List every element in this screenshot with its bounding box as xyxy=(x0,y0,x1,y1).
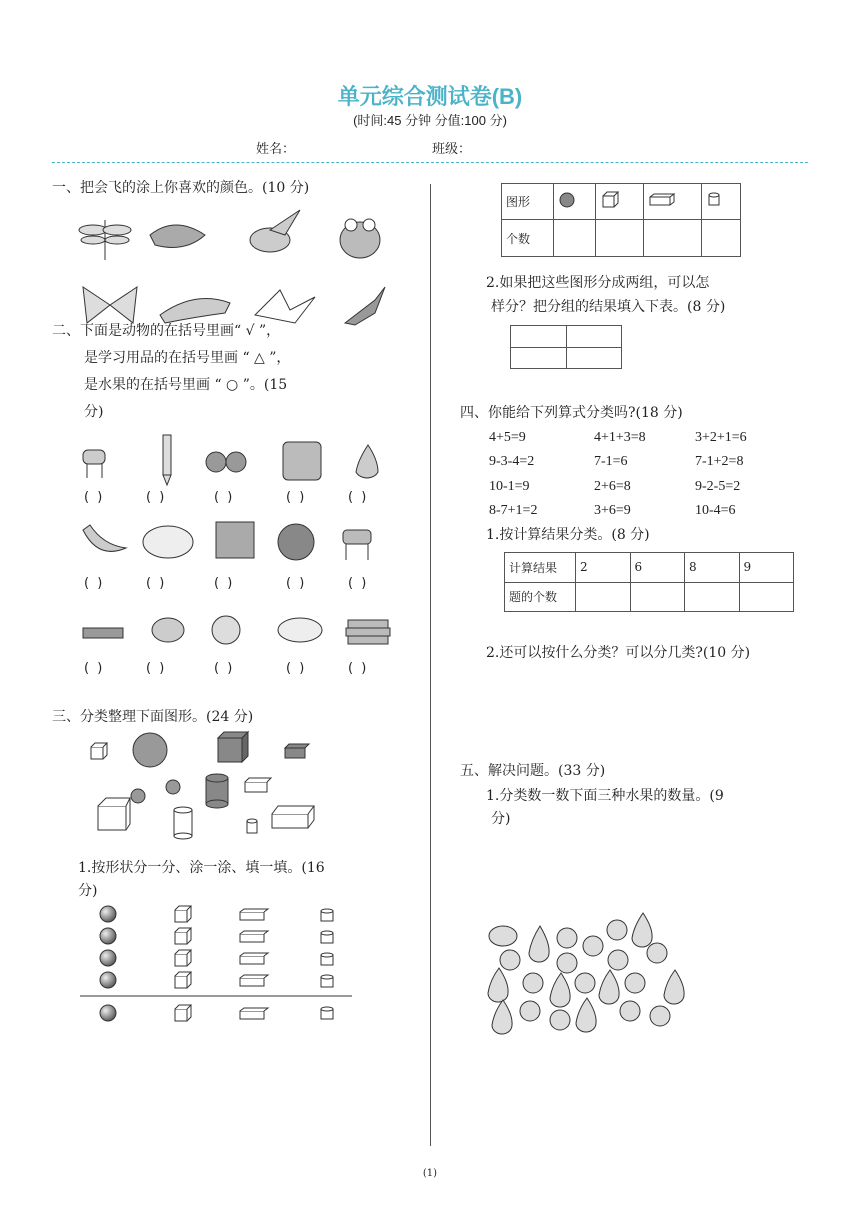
cube-icon xyxy=(91,743,107,759)
apple-icon xyxy=(500,950,520,970)
result-header: 计算结果 xyxy=(505,553,576,583)
apple-icon xyxy=(607,920,627,940)
sphere-icon xyxy=(100,906,116,922)
peach-icon xyxy=(583,936,603,956)
horse-icon xyxy=(343,530,371,560)
answer-cell[interactable] xyxy=(739,582,794,612)
shape-count-table xyxy=(501,183,741,257)
shrimp-icon xyxy=(150,225,205,247)
peach-icon xyxy=(625,973,645,993)
cylinder-icon xyxy=(206,774,228,808)
apple-icon xyxy=(620,1001,640,1021)
pear-icon xyxy=(488,968,508,1002)
sphere-icon xyxy=(133,733,167,767)
apple-icon xyxy=(575,973,595,993)
answer-cell[interactable] xyxy=(566,347,622,369)
cylinder-icon xyxy=(321,953,333,965)
equation: 4+1+3=8 xyxy=(594,430,646,445)
answer-paren[interactable]: ( ) xyxy=(286,661,307,676)
cuboid-icon xyxy=(240,931,268,942)
page-title: 单元综合测试卷(B) xyxy=(337,84,523,109)
sphere-icon xyxy=(166,780,180,794)
rooster-icon xyxy=(152,618,184,642)
pear-icon xyxy=(492,1000,512,1034)
deer-icon xyxy=(83,450,105,478)
apple-icon xyxy=(557,928,577,948)
peach-icon xyxy=(523,973,543,993)
cuboid-icon xyxy=(245,778,271,792)
section-2-line4: 分) xyxy=(84,404,104,420)
pear-icon xyxy=(529,926,549,962)
equation: 10-4=6 xyxy=(695,503,736,518)
bird-icon xyxy=(250,210,300,252)
answer-paren[interactable]: ( ) xyxy=(348,576,369,591)
cuboid-icon xyxy=(648,192,676,208)
pear-icon xyxy=(664,970,684,1004)
name-label: 姓名： xyxy=(256,142,296,157)
section-4-heading: 四、你能给下列算式分类吗?(18 分) xyxy=(460,405,683,421)
answer-cell[interactable] xyxy=(511,326,567,348)
answer-cell[interactable] xyxy=(630,582,685,612)
cube-icon xyxy=(175,906,191,922)
answer-paren[interactable]: ( ) xyxy=(84,490,105,505)
class-label: 班级： xyxy=(432,142,472,157)
section-3-heading: 三、分类整理下面图形。(24 分) xyxy=(52,709,254,725)
answer-paren[interactable]: ( ) xyxy=(286,490,307,505)
equation: 9-3-4=2 xyxy=(489,454,535,469)
classify-items-picture xyxy=(78,430,398,670)
sphere-icon xyxy=(100,950,116,966)
pear-icon xyxy=(632,913,652,947)
cuboid-icon xyxy=(240,909,268,920)
shape-count-chart xyxy=(80,904,355,1024)
result-table xyxy=(504,552,794,612)
answer-paren[interactable]: ( ) xyxy=(146,576,167,591)
answer-paren[interactable]: ( ) xyxy=(348,661,369,676)
cube-icon xyxy=(218,732,248,762)
section-3-q1: 1.按形状分一分、涂一涂、填一填。(16 xyxy=(78,860,325,876)
watermelon-icon xyxy=(278,524,314,560)
answer-paren[interactable]: ( ) xyxy=(286,576,307,591)
cuboid-icon xyxy=(272,806,314,828)
cube-icon xyxy=(600,191,622,209)
answer-cell[interactable] xyxy=(595,220,643,257)
equation: 7-1+2=8 xyxy=(695,454,744,469)
answer-cell[interactable] xyxy=(644,220,702,257)
answer-paren[interactable]: ( ) xyxy=(146,490,167,505)
s5-q1b: 分) xyxy=(491,811,511,827)
apples-icon xyxy=(206,452,246,472)
s4-q2: 2.还可以按什么分类？可以分几类?(10 分) xyxy=(486,645,751,661)
cuboid-icon xyxy=(240,1008,268,1019)
cube-icon xyxy=(175,972,191,988)
answer-paren[interactable]: ( ) xyxy=(214,661,235,676)
divider xyxy=(52,162,808,163)
equation: 3+2+1=6 xyxy=(695,430,747,445)
page-subtitle: (时间:45 分钟 分值:100 分) xyxy=(353,113,507,128)
schoolbag-icon xyxy=(283,442,321,480)
cuboid-icon xyxy=(285,744,309,758)
cylinder-icon xyxy=(321,931,333,943)
cuboid-icon xyxy=(240,975,268,986)
equation: 7-1=6 xyxy=(594,454,628,469)
banana-icon xyxy=(83,525,126,551)
sphere-icon xyxy=(131,789,145,803)
answer-paren[interactable]: ( ) xyxy=(348,490,369,505)
sphere-icon xyxy=(100,1005,116,1021)
result-value: 2 xyxy=(576,553,631,583)
answer-paren[interactable]: ( ) xyxy=(146,661,167,676)
frog-icon xyxy=(340,219,380,258)
result-value: 9 xyxy=(739,553,794,583)
swallow-icon xyxy=(345,287,385,325)
sheep-icon xyxy=(143,526,193,558)
sphere-icon xyxy=(100,928,116,944)
peach-icon xyxy=(550,1010,570,1030)
apple-icon xyxy=(650,1006,670,1026)
flying-animals-picture xyxy=(75,205,395,335)
cylinder-icon xyxy=(321,909,333,921)
count-row-label: 个数 xyxy=(502,220,554,257)
s3-q2-line2: 样分？把分组的结果填入下表。(8 分) xyxy=(491,299,726,315)
group-table xyxy=(510,325,622,369)
cuboid-icon xyxy=(240,953,268,964)
cylinder-icon xyxy=(174,807,192,839)
count-header: 题的个数 xyxy=(505,582,576,612)
dog-icon xyxy=(278,618,322,642)
section-1-heading: 一、把会飞的涂上你喜欢的颜色。(10 分) xyxy=(52,180,310,196)
sphere-icon xyxy=(100,972,116,988)
result-value: 6 xyxy=(630,553,685,583)
peach-icon xyxy=(212,616,240,644)
stapler-icon xyxy=(83,628,123,638)
answer-paren[interactable]: ( ) xyxy=(214,576,235,591)
equation: 2+6=8 xyxy=(594,479,631,494)
apple-icon xyxy=(520,1001,540,1021)
cylinder-icon xyxy=(706,191,722,209)
dragonfly-icon xyxy=(79,220,131,260)
pear-icon xyxy=(489,926,517,946)
section-5-heading: 五、解决问题。(33 分) xyxy=(460,763,606,779)
s5-q1: 1.分类数一数下面三种水果的数量。(9 xyxy=(486,788,724,804)
peach-icon xyxy=(557,953,577,973)
cube-icon xyxy=(175,928,191,944)
equation: 10-1=9 xyxy=(489,479,530,494)
cylinder-icon xyxy=(321,975,333,987)
pear-icon xyxy=(599,970,619,1004)
cube-icon xyxy=(98,798,130,830)
cube-icon xyxy=(175,950,191,966)
cylinder-icon xyxy=(321,1007,333,1019)
sphere-icon xyxy=(558,191,576,209)
fruits-picture xyxy=(485,908,695,1038)
result-value: 8 xyxy=(685,553,740,583)
cylinder-icon xyxy=(247,819,257,833)
equation: 4+5=9 xyxy=(489,430,526,445)
apple-icon xyxy=(608,950,628,970)
pencil-icon xyxy=(163,435,171,485)
s4-q1: 1.按计算结果分类。(8 分) xyxy=(486,527,650,543)
section-2-line2: 是学习用品的在括号里画 “ △ ”， xyxy=(84,350,291,366)
answer-cell[interactable] xyxy=(566,326,622,348)
column-divider xyxy=(430,184,431,1146)
cube-icon xyxy=(175,1005,191,1021)
equation: 8-7+1=2 xyxy=(489,503,538,518)
answer-cell[interactable] xyxy=(701,220,740,257)
equation: 9-2-5=2 xyxy=(695,479,741,494)
equation: 3+6=9 xyxy=(594,503,631,518)
section-3-q1b: 分) xyxy=(78,883,98,899)
books-icon xyxy=(346,620,390,644)
s3-q2-line1: 2.如果把这些图形分成两组，可以怎 xyxy=(486,275,710,291)
answer-paren[interactable]: ( ) xyxy=(214,490,235,505)
answer-cell[interactable] xyxy=(553,220,595,257)
shape-row-label: 图形 xyxy=(502,184,554,220)
pear-icon xyxy=(550,973,570,1007)
pear-icon xyxy=(356,445,378,478)
section-2-line3: 是水果的在括号里画 “ ○ ”。(15 xyxy=(84,377,288,393)
answer-cell[interactable] xyxy=(685,582,740,612)
calculator-icon xyxy=(216,522,254,558)
shapes-scatter-picture xyxy=(88,730,328,845)
answer-paren[interactable]: ( ) xyxy=(84,576,105,591)
answer-cell[interactable] xyxy=(511,347,567,369)
answer-paren[interactable]: ( ) xyxy=(84,661,105,676)
section-2-line1: 二、下面是动物的在括号里画“ √ ”， xyxy=(52,323,281,339)
page-number: (1) xyxy=(422,1168,438,1179)
pear-icon xyxy=(576,998,596,1032)
apple-icon xyxy=(647,943,667,963)
answer-cell[interactable] xyxy=(576,582,631,612)
